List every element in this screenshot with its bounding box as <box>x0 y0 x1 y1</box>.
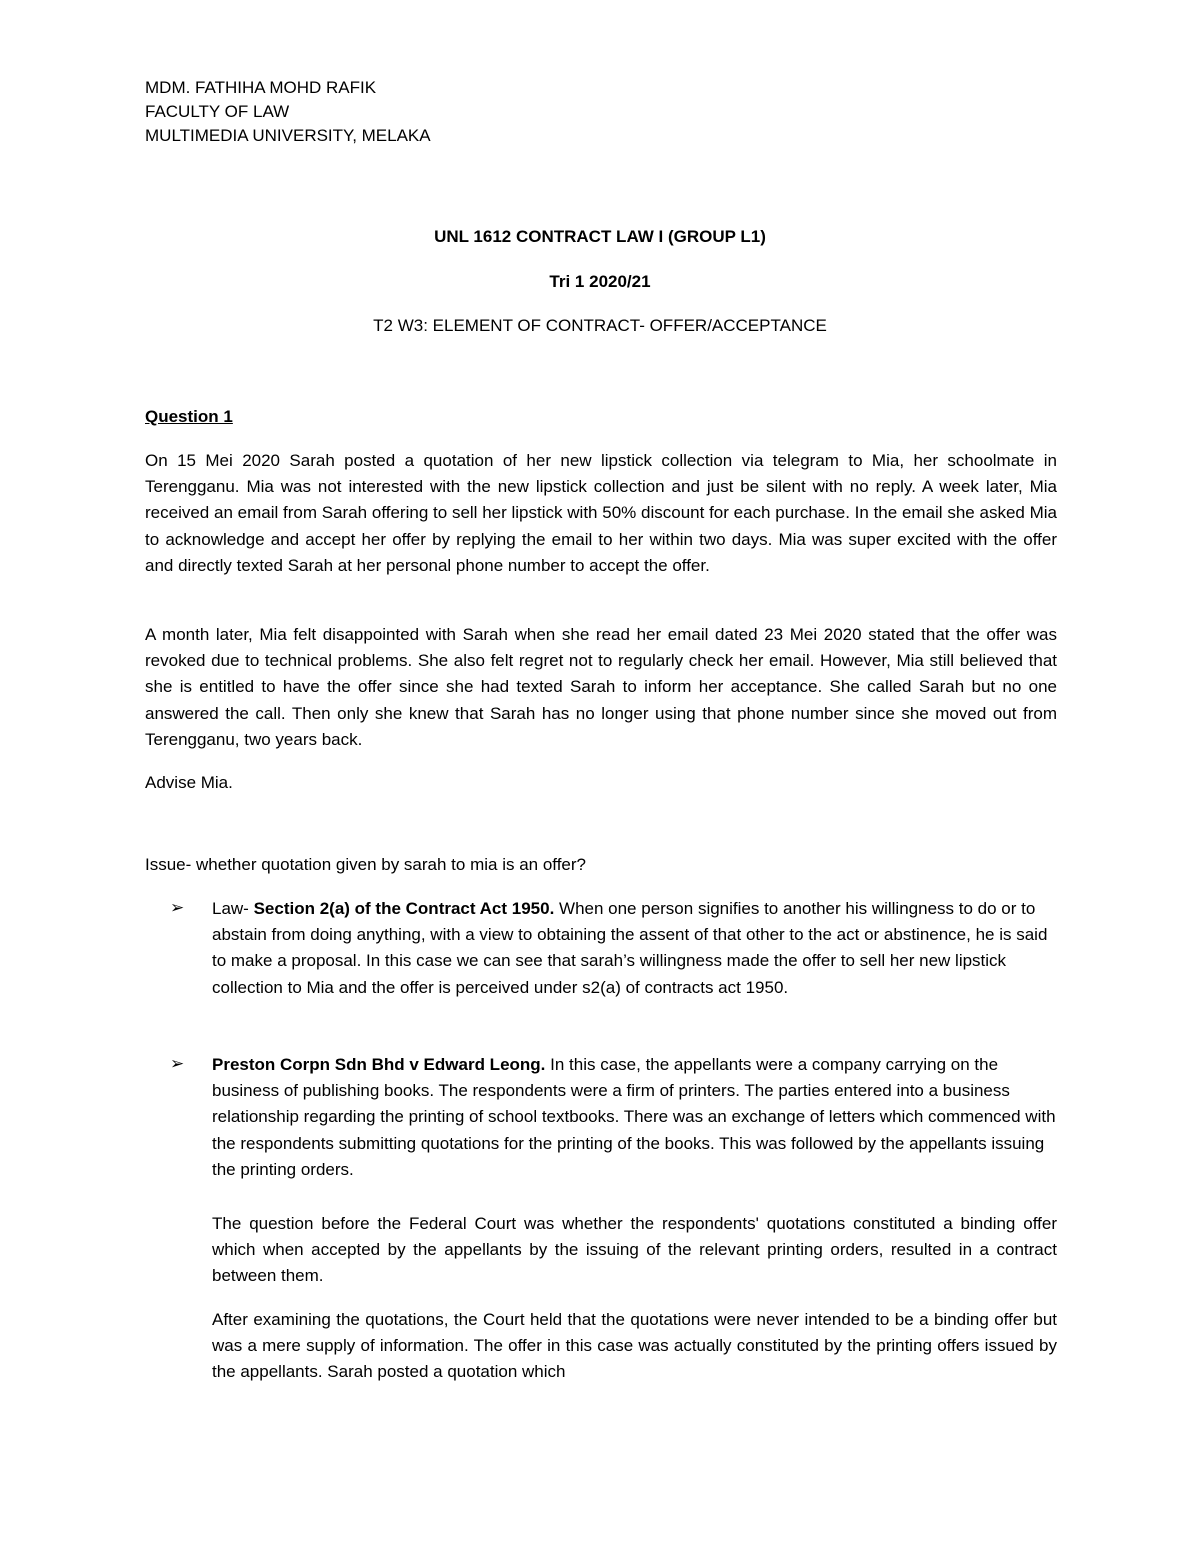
court-held-paragraph: After examining the quotations, the Court held that the quotations were never intended to be a binding offer but was a mere supply of information. The offer in this case was actually constituted by the printing offers issued by the appellants. Sarah posted a quotation which <box>212 1310 1057 1382</box>
course-title: UNL 1612 CONTRACT LAW I (GROUP L1) <box>434 227 766 246</box>
issue-statement: Issue- whether quotation given by sarah to mia is an offer? <box>145 855 586 874</box>
law-prefix: Law- <box>212 899 254 918</box>
case-text: In this case, the appellants were a company carrying on the business of publishing books. The respondents were a firm of printers. The parties entered into a business relationship regarding the printing of school textbooks. There was an exchange of letters which commenced with the respondents submitting quotations for the printing of the books. This was followed by the appellants issuing the printing orders. <box>212 1055 1056 1179</box>
faculty: FACULTY OF LAW <box>145 102 290 121</box>
case-bullet <box>212 1052 1057 1183</box>
university: MULTIMEDIA UNIVERSITY, MELAKA <box>145 126 431 145</box>
term-title: Tri 1 2020/21 <box>549 272 651 291</box>
law-bullet <box>212 896 1057 1001</box>
question-heading: Question 1 <box>145 407 233 426</box>
question-paragraph-3: Advise Mia. <box>145 773 233 792</box>
author-name: MDM. FATHIHA MOHD RAFIK <box>145 78 377 97</box>
court-question-paragraph: The question before the Federal Court was whether the respondents' quotations constituted a binding offer which when accepted by the appellants by the issuing of the relevant printing orders, resulted in a contract between them. <box>212 1214 1057 1286</box>
question-paragraph-1: On 15 Mei 2020 Sarah posted a quotation of her new lipstick collection via telegram to Mia, her schoolmate in Terengganu. Mia was not interested with the new lipstick collection and just be silent with no reply. A week later, Mia received an email from Sarah offering to sell her lipstick with 50% discount for each purchase. In the email she asked Mia to acknowledge and accept her offer by replying the email to her within two days. Mia was super excited with the offer and directly texted Sarah at her personal phone number to accept the offer. <box>145 451 1057 575</box>
topic-title: T2 W3: ELEMENT OF CONTRACT- OFFER/ACCEPTANCE <box>373 316 827 335</box>
arrow-bullet-icon: ➢ <box>170 898 185 917</box>
law-text: When one person signifies to another his willingness to do or to abstain from doing anything, with a view to obtaining the assent of that other to the act or abstinence, he is said to make a proposal. In this case we can see that sarah’s willingness made the offer to sell her new lipstick collection to Mia and the offer is perceived under s2(a) of contracts act 1950. <box>212 899 1048 997</box>
law-section: Section 2(a) of the Contract Act 1950. <box>253 899 555 918</box>
question-paragraph-2: A month later, Mia felt disappointed with Sarah when she read her email dated 23 Mei 2020 stated that the offer was revoked due to technical problems. She also felt regret not to regularly check her email. However, Mia still believed that she is entitled to have the offer since she had texted Sarah to inform her acceptance. She called Sarah but no one answered the call. Then only she knew that Sarah has no longer using that phone number since she moved out from Terengganu, two years back. <box>145 625 1057 749</box>
author-header <box>145 76 431 148</box>
case-name: Preston Corpn Sdn Bhd v Edward Leong. <box>212 1055 546 1074</box>
arrow-bullet-icon: ➢ <box>170 1054 185 1073</box>
